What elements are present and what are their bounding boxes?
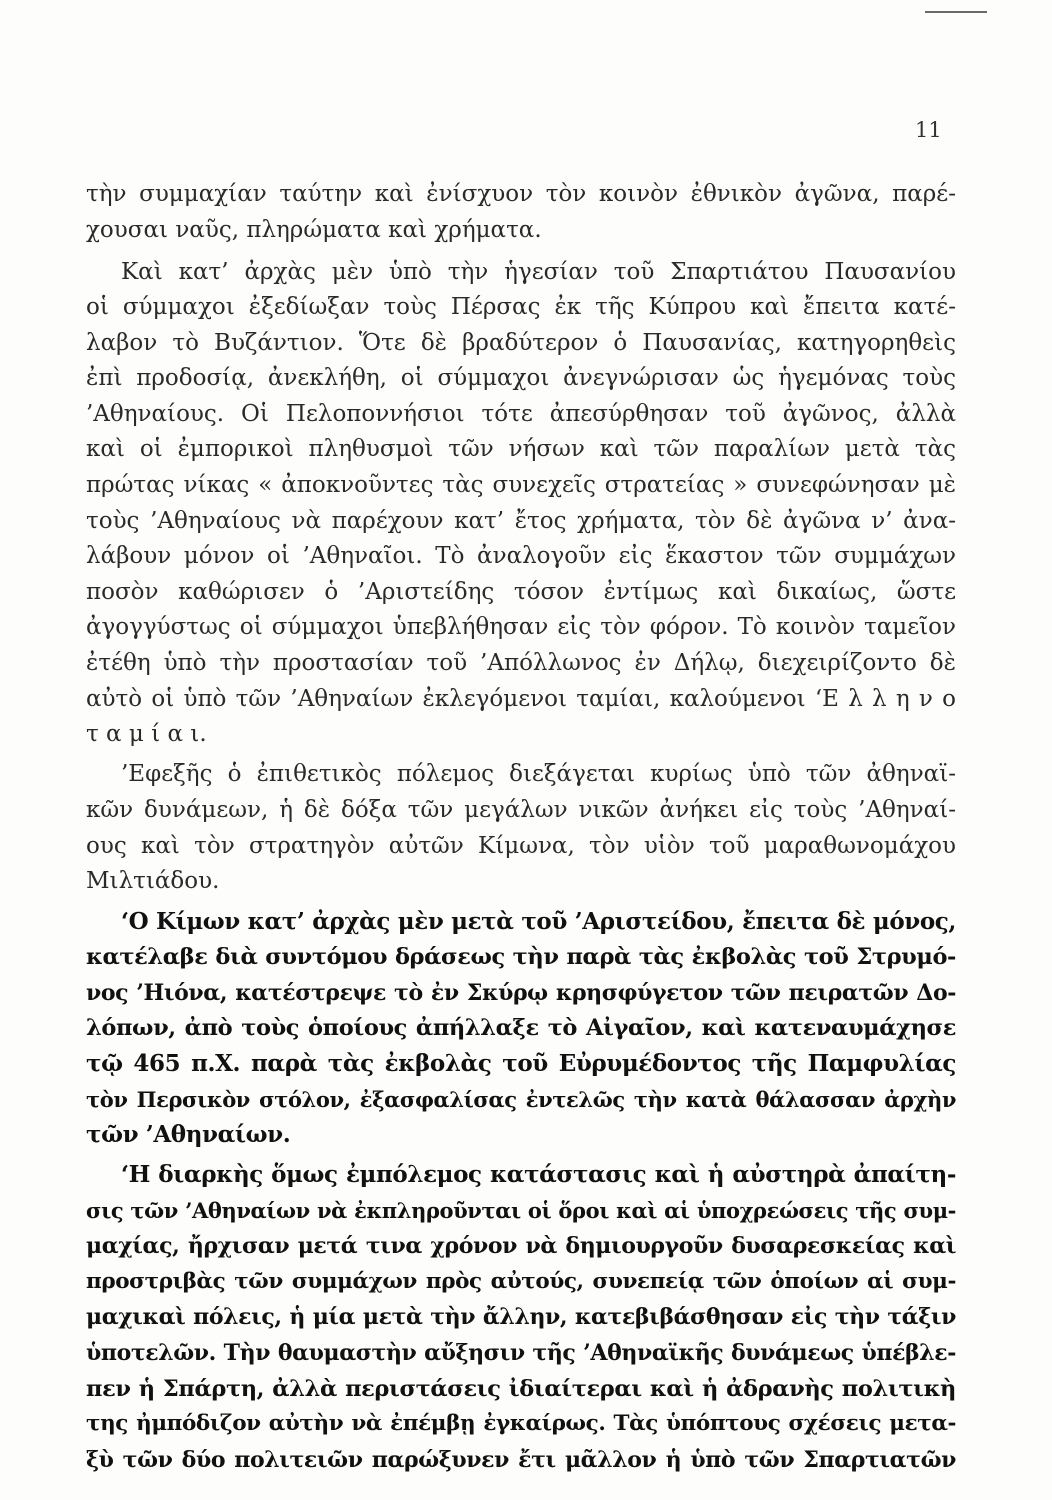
text-line: χουσαι ναῦς, πληρώματα καὶ χρήματα. [86, 217, 542, 243]
text-line: προστριβὰς τῶν συμμάχων πρὸς αὐτούς, συνεπείᾳ τῶν ὁποίων αἱ συμ- [86, 1269, 956, 1294]
text-line: καὶ οἱ ἐμπορικοὶ πληθυσμοὶ τῶν νήσων καὶ τῶν παραλίων μετὰ τὰς [86, 436, 956, 462]
text-line: ἀγογγύστως οἱ σύμμαχοι ὑπεβλήθησαν εἰς τὸν φόρον. Τὸ κοινὸν ταμεῖον [86, 614, 956, 640]
text-line: μαχίας, ἤρχισαν μετά τινα χρόνον νὰ δημιουργοῦν δυσαρεσκείας καὶ [86, 1233, 956, 1259]
text-line: πεν ἡ Σπάρτη, ἀλλὰ περιστάσεις ἰδιαίτεραι καὶ ἡ ἀδρανὴς πολιτικὴ [86, 1376, 956, 1402]
text-line: ὑποτελῶν. Τὴν θαυμαστὴν αὔξησιν τῆς ’Αθηναϊκῆς δυνάμεως ὑπέβλε- [86, 1340, 956, 1366]
text-line: τῶν ’Αθηναίων. [86, 1121, 291, 1148]
text-line: ποσὸν καθώρισεν ὁ ’Αριστείδης τόσον ἐντίμως καὶ δικαίως, ὥστε [86, 579, 956, 605]
text-line: πρώτας νίκας « ἀποκνοῦντες τὰς συνεχεῖς στρατείας » συνεφώνησαν μὲ [86, 472, 956, 498]
text-line: μαχικαὶ πόλεις, ἡ μία μετὰ τὴν ἄλλην, κατεβιβάσθησαν εἰς τὴν τάξιν [86, 1304, 956, 1330]
text-line: λαβον τὸ Βυζάντιον. Ὅτε δὲ βραδύτερον ὁ Παυσανίας, κατηγορηθεὶς [86, 330, 956, 356]
text-line: οἱ σύμμαχοι ἐξεδίωξαν τοὺς Πέρσας ἐκ τῆς Κύπρου καὶ ἔπειτα κατέ- [86, 294, 956, 320]
text-line: νος ’Ηιόνα, κατέστρεψε τὸ ἐν Σκύρῳ κρησφύγετον τῶν πειρατῶν Δο- [86, 980, 956, 1006]
text-line: ‘Ο Κίμων κατ’ ἀρχὰς μὲν μετὰ τοῦ ’Αριστείδου, ἔπειτα δὲ μόνος, [121, 908, 956, 935]
text-line: τὸν Περσικὸν στόλον, ἐξασφαλίσας ἐντελῶς τὴν κατὰ θάλασσαν ἀρχὴν [86, 1087, 956, 1112]
corner-rule [925, 11, 987, 13]
text-line: κῶν δυνάμεων, ἡ δὲ δόξα τῶν μεγάλων νικῶν ἀνήκει εἰς τοὺς ’Αθηναί- [86, 797, 956, 823]
text-line: της ἠμπόδιζον αὐτὴν νὰ ἐπέμβῃ ἐγκαίρως. Τὰς ὑπόπτους σχέσεις μετα- [86, 1411, 956, 1436]
text-line: ους καὶ τὸν στρατηγὸν αὐτῶν Κίμωνα, τὸν υἱὸν τοῦ μαραθωνομάχου [86, 833, 956, 859]
text-line: σις τῶν ’Αθηναίων νὰ ἐκπληροῦνται οἱ ὅροι καὶ αἱ ὑποχρεώσεις τῆς συμ- [86, 1198, 956, 1223]
text-line: ‘Η διαρκὴς ὅμως ἐμπόλεμος κατάστασις καὶ ἡ αὐστηρὰ ἀπαίτη- [121, 1161, 956, 1188]
text-line: ἐτέθη ὑπὸ τὴν προστασίαν τοῦ ’Απόλλωνος ἐν Δήλῳ, διεχειρίζοντο δὲ [86, 650, 956, 676]
text-line: λάβουν μόνον οἱ ’Αθηναῖοι. Τὸ ἀναλογοῦν εἰς ἕκαστον τῶν συμμάχων [86, 543, 956, 569]
text-line: Καὶ κατ’ ἀρχὰς μὲν ὑπὸ τὴν ἡγεσίαν τοῦ Σπαρτιάτου Παυσανίου [121, 259, 956, 285]
page-number: 11 [915, 118, 942, 142]
text-line: τῷ 465 π.Χ. παρὰ τὰς ἐκβολὰς τοῦ Εὐρυμέδοντος τῆς Παμφυλίας [86, 1050, 956, 1077]
text-line: τὴν συμμαχίαν ταύτην καὶ ἐνίσχυον τὸν κοινὸν ἐθνικὸν ἀγῶνα, παρέ- [86, 181, 956, 207]
text-line: τ α μ ί α ι. [86, 721, 207, 747]
text-line: τοὺς ’Αθηναίους νὰ παρέχουν κατ’ ἔτος χρήματα, τὸν δὲ ἀγῶνα ν’ ἀνα- [86, 508, 956, 534]
text-line: λόπων, ἀπὸ τοὺς ὁποίους ἀπήλλαξε τὸ Αἰγαῖον, καὶ κατεναυμάχησε [86, 1015, 956, 1041]
text-line: αὐτὸ οἱ ὑπὸ τῶν ’Αθηναίων ἐκλεγόμενοι ταμίαι, καλούμενοι ‘Ε λ λ η ν ο [86, 686, 956, 712]
text-line: Μιλτιάδου. [86, 868, 220, 894]
text-line: ’Αθηναίους. Οἱ Πελοποννήσιοι τότε ἀπεσύρθησαν τοῦ ἀγῶνος, ἀλλὰ [86, 401, 956, 427]
text-line: ’Εφεξῆς ὁ ἐπιθετικὸς πόλεμος διεξάγεται κυρίως ὑπὸ τῶν ἀθηναϊ- [121, 761, 956, 787]
text-line: ξὺ τῶν δύο πολιτειῶν παρώξυνεν ἔτι μᾶλλον ἡ ὑπὸ τῶν Σπαρτιατῶν [86, 1447, 956, 1473]
text-line: ἐπὶ προδοσίᾳ, ἀνεκλήθη, οἱ σύμμαχοι ἀνεγνώρισαν ὡς ἡγεμόνας τοὺς [86, 365, 956, 391]
text-line: κατέλαβε διὰ συντόμου δράσεως τὴν παρὰ τὰς ἐκβολὰς τοῦ Στρυμό- [86, 944, 956, 970]
